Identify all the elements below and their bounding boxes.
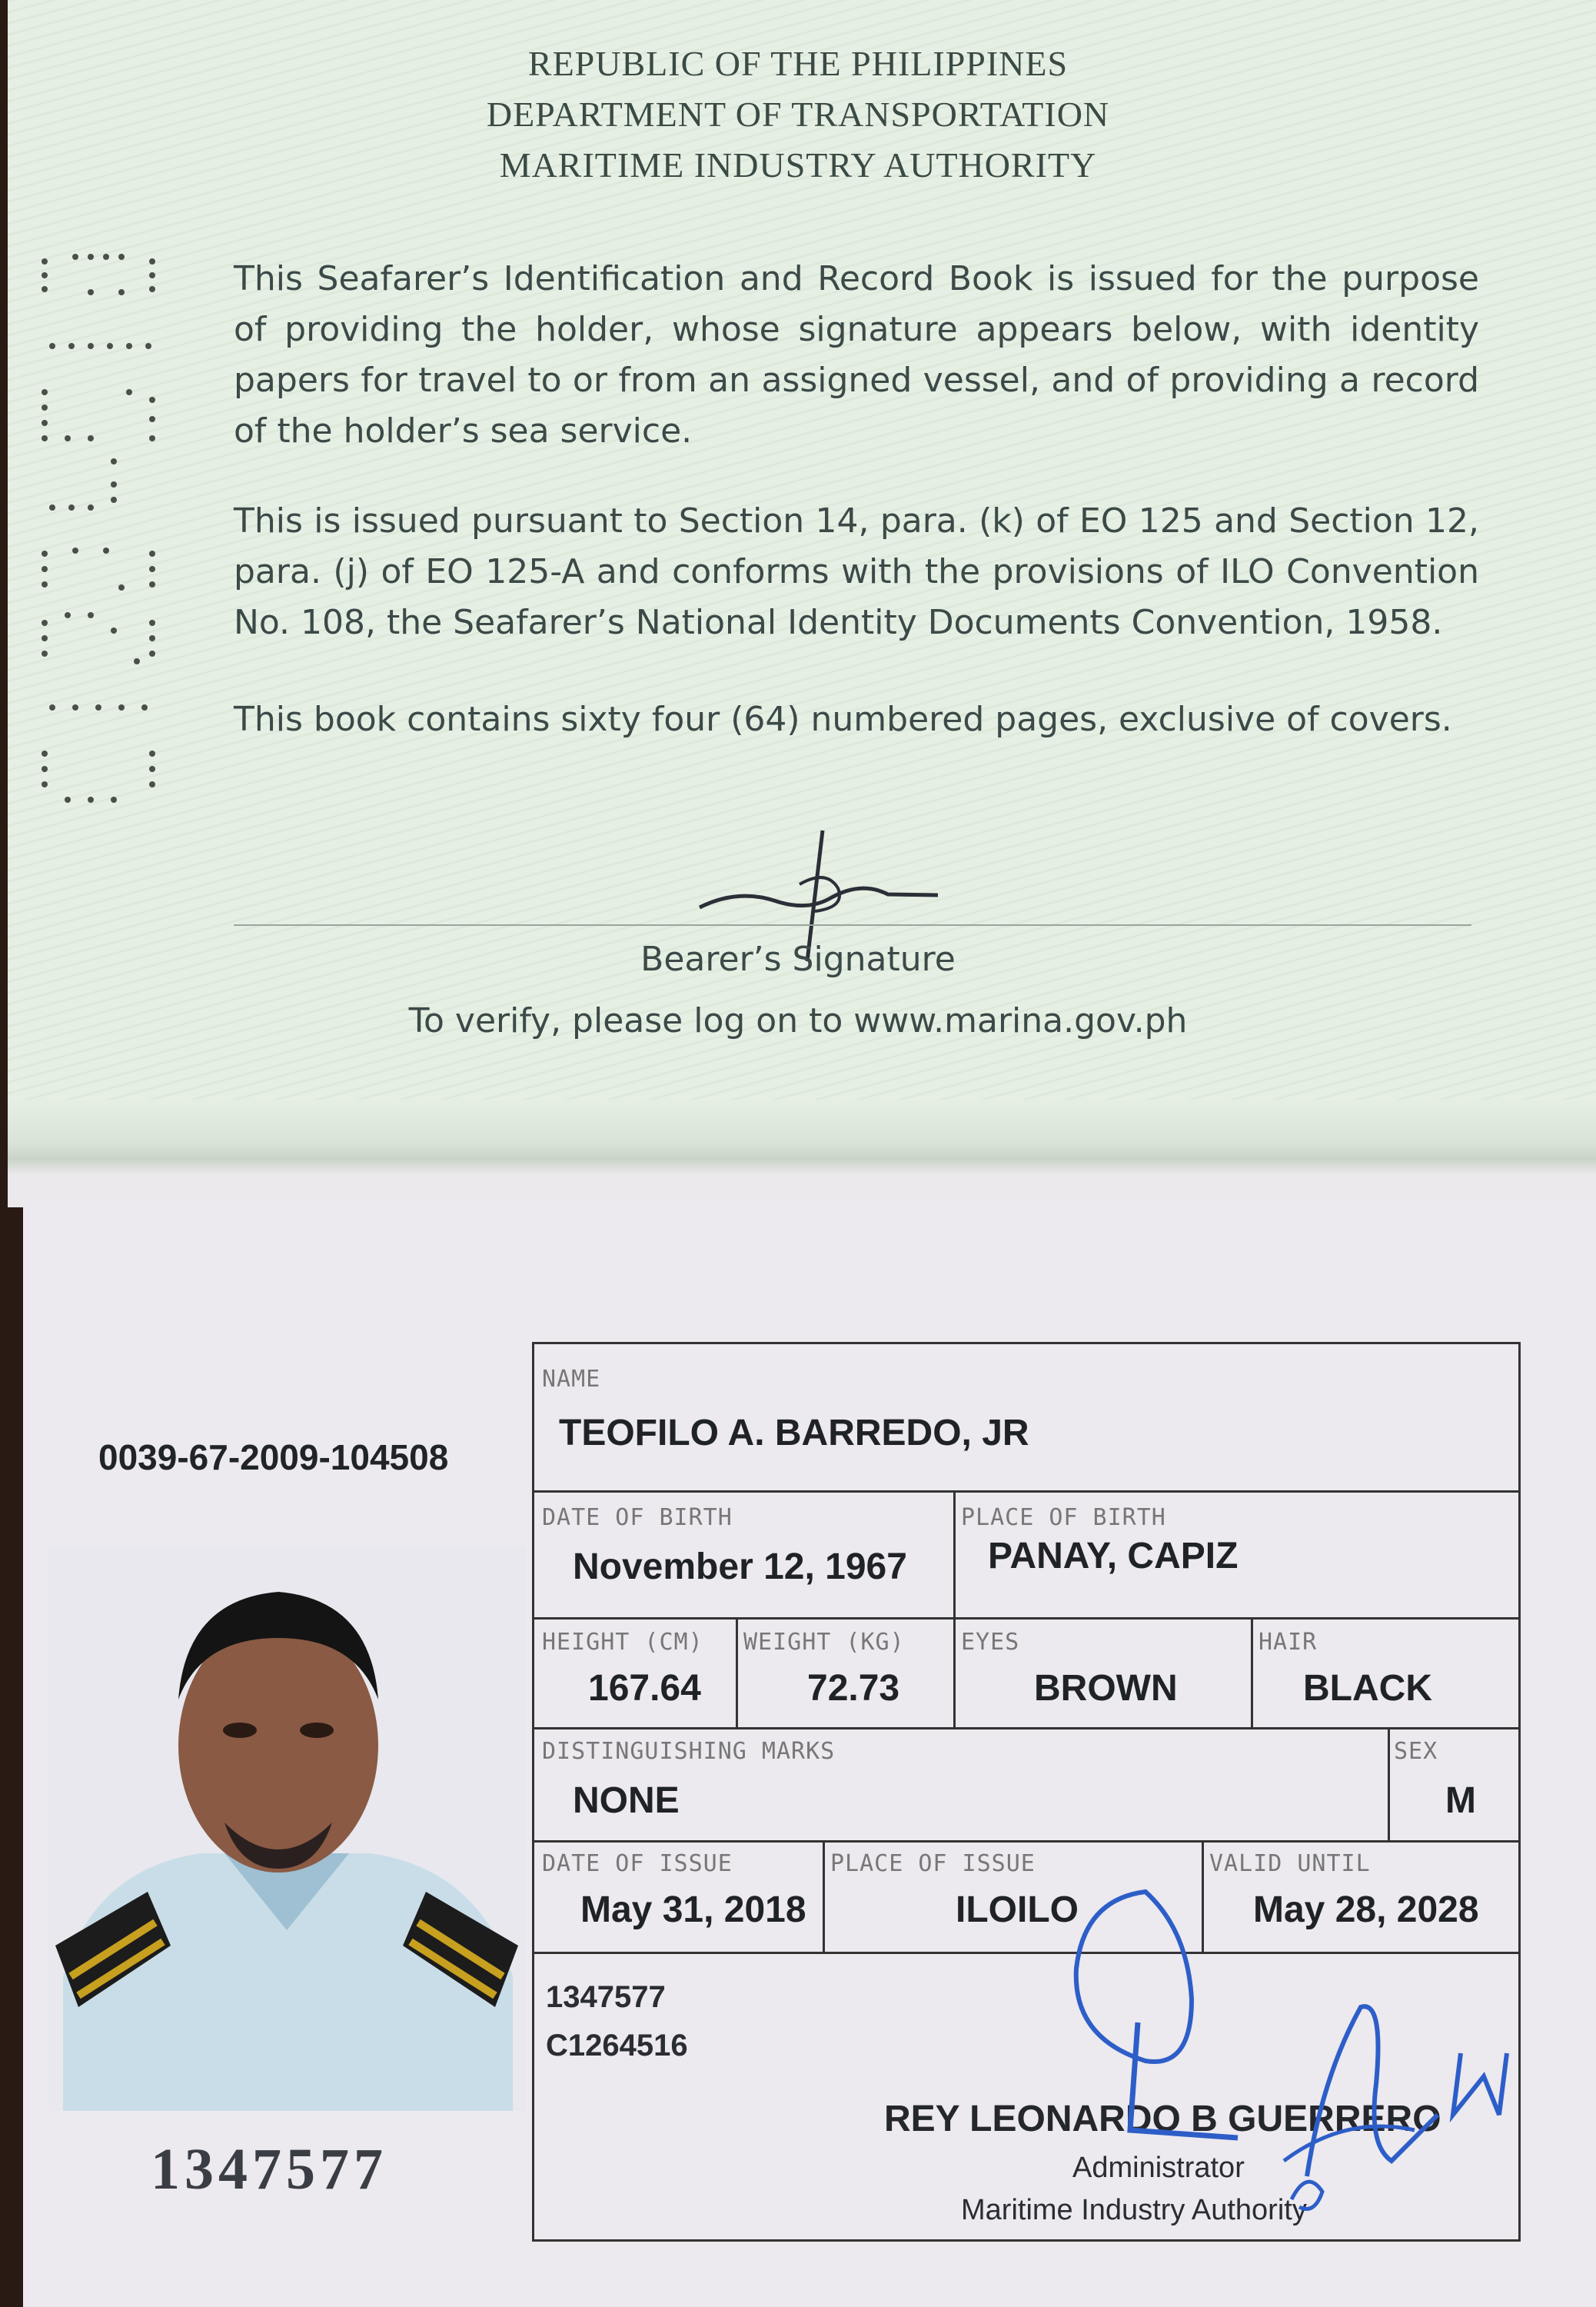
height-label: HEIGHT (CM) — [542, 1629, 703, 1656]
reference-number-2: C1264516 — [546, 2029, 688, 2062]
holder-name: TEOFILO A. BARREDO, JR — [559, 1413, 1029, 1453]
name-label: NAME — [542, 1366, 601, 1393]
issue-date: May 31, 2018 — [580, 1889, 806, 1930]
administrator-title: Administrator — [1072, 2152, 1245, 2184]
valid-until: May 28, 2028 — [1253, 1889, 1479, 1930]
col-divider — [736, 1617, 738, 1727]
col-divider — [1251, 1617, 1253, 1727]
place-of-birth: PANAY, CAPIZ — [988, 1536, 1239, 1576]
row-divider — [534, 1617, 1518, 1620]
bearer-signature-label: Bearer’s Signature — [640, 940, 956, 979]
signature-line — [234, 924, 1471, 926]
header-line-3: MARITIME INDUSTRY AUTHORITY — [499, 145, 1097, 185]
weight-label: WEIGHT (KG) — [743, 1629, 905, 1656]
date-of-birth: November 12, 1967 — [573, 1546, 907, 1587]
photo-serial-number: 1347577 — [151, 2137, 387, 2202]
eyes-value: BROWN — [1034, 1668, 1178, 1709]
marks-value: NONE — [573, 1780, 680, 1821]
col-divider — [953, 1490, 956, 1617]
header-line-1: REPUBLIC OF THE PHILIPPINES — [527, 44, 1069, 83]
place-issue-label: PLACE OF ISSUE — [830, 1850, 1036, 1877]
row-divider — [534, 1840, 1518, 1843]
weight-value: 72.73 — [807, 1668, 900, 1709]
sex-label: SEX — [1394, 1738, 1438, 1765]
holder-photo — [48, 1546, 526, 2111]
page-fold — [8, 1100, 1596, 1207]
place-of-issue: ILOILO — [956, 1889, 1079, 1930]
row-divider — [534, 1490, 1518, 1493]
pob-label: PLACE OF BIRTH — [961, 1504, 1166, 1531]
row-divider — [534, 1727, 1518, 1729]
hair-label: HAIR — [1259, 1629, 1318, 1656]
valid-until-label: VALID UNTIL — [1209, 1850, 1371, 1877]
reference-number-1: 1347577 — [546, 1980, 666, 2014]
administrator-name: REY LEONARDO B GUERRERO — [884, 2099, 1441, 2139]
administrator-org: Maritime Industry Authority — [961, 2194, 1307, 2226]
issue-date-label: DATE OF ISSUE — [542, 1850, 733, 1877]
hair-value: BLACK — [1303, 1668, 1432, 1709]
seafarer-id-number: 0039-67-2009-104508 — [98, 1437, 449, 1477]
header-line-2: DEPARTMENT OF TRANSPORTATION — [486, 95, 1110, 134]
col-divider — [953, 1617, 956, 1727]
dob-label: DATE OF BIRTH — [542, 1504, 733, 1531]
purpose-paragraph: This Seafarer’s Identification and Record Book is issued for the purpose of providing the holder, whose signature appears below, with identity papers for travel to or from an assigned vessel, and of providing a record of the holder’s sea service. — [234, 259, 1479, 451]
col-divider — [823, 1840, 825, 1952]
col-divider — [1388, 1727, 1390, 1840]
marks-label: DISTINGUISHING MARKS — [542, 1738, 836, 1765]
verify-text: To verify, please log on to www.marina.gov.ph — [408, 1001, 1188, 1040]
page-count-paragraph: This book contains sixty four (64) numbered pages, exclusive of covers. — [234, 700, 1452, 739]
administrator-signature — [1053, 1884, 1515, 2222]
height-value: 167.64 — [588, 1668, 701, 1709]
eyes-label: EYES — [961, 1629, 1020, 1656]
legal-basis-paragraph: This is issued pursuant to Section 14, para. (k) of EO 125 and Section 12, para. (j) of EO 125-A and conforms with the provisions of ILO Convention No. 108, the Seafarer’s National Identity Documents Convention, 1958. — [234, 501, 1479, 642]
sex-value: M — [1445, 1780, 1476, 1821]
perforated-number — [37, 246, 168, 815]
